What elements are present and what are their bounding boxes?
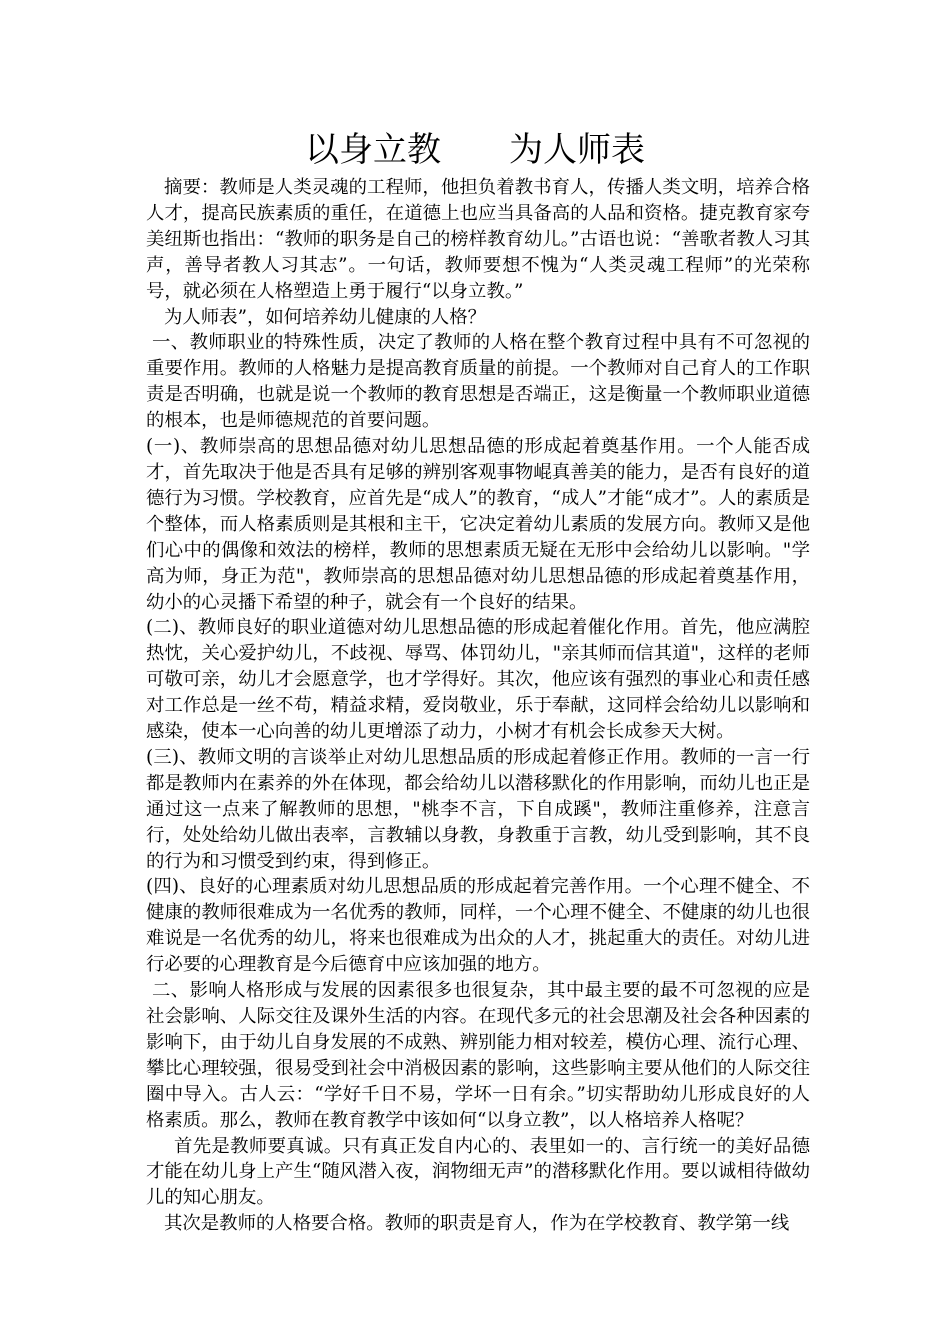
document-title: 以身立教 为人师表 xyxy=(305,130,645,170)
paragraph: (四)、良好的心理素质对幼儿思想品质的形成起着完善作用。一个心理不健全、不健康的教师很难成为一名优秀的教师，同样，一个心理不健全、不健康的幼儿也很难说是一名优秀的幼儿，将来也很难成为出众的人才，挑起重大的责任。对幼儿进行必要的心理教育是今后德育中应该加强的地方。 xyxy=(146,876,810,976)
paragraph: 其次是教师的人格要合格。教师的职责是育人，作为在学校教育、教学第一线 xyxy=(164,1213,790,1235)
document-body xyxy=(146,175,810,1237)
paragraph: (三)、教师文明的言谈举止对幼儿思想品质的形成起着修正作用。教师的一言一行都是教师内在素养的外在体现，都会给幼儿以潜移默化的作用影响，而幼儿也正是通过这一点来了解教师的思想，"桃李不言，下自成蹊"，教师注重修养，注意言行，处处给幼儿做出表率，言教辅以身教，身教重于言教，幼儿受到影响，其不良的行为和习惯受到约束，得到修正。 xyxy=(146,746,810,872)
paragraph: 一、教师职业的特殊性质，决定了教师的人格在整个教育过程中具有不可忽视的重要作用。教师的人格魅力是提高教育质量的前提。一个教师对自己育人的工作职责是否明确，也就是说一个教师的教育思想是否端正，这是衡量一个教师职业道德的根本，也是师德规范的首要问题。 xyxy=(146,332,810,432)
paragraph: 二、影响人格形成与发展的因素很多也很复杂，其中最主要的最不可忽视的应是社会影响、人际交往及课外生活的内容。在现代多元的社会思潮及社会各种因素的影响下，由于幼儿自身发展的不成熟、辨别能力相对较差，模仿心理、流行心理、攀比心理较强，很易受到社会中消极因素的影响，这些影响主要从他们的人际交往圈中导入。古人云：“学好千日不易，学坏一日有余。”切实帮助幼儿形成良好的人格素质。那么，教师在教育教学中该如何“以身立教”，以人格培养人格呢？ xyxy=(146,980,810,1131)
paragraph: (一)、教师崇高的思想品德对幼儿思想品德的形成起着奠基作用。一个人能否成才，首先取决于他是否具有足够的辨别客观事物崐真善美的能力，是否有良好的道德行为习惯。学校教育，应首先是“成人”的教育，“成人”才能“成才”。人的素质是个整体，而人格素质则是其根和主干，它决定着幼儿素质的发展方向。教师又是他们心中的偶像和效法的榜样，教师的思想素质无疑在无形中会给幼儿以影响。"学高为师，身正为范"，教师崇高的思想品德对幼儿思想品德的形成起着奠基作用，幼小的心灵播下希望的种子，就会有一个良好的结果。 xyxy=(146,436,810,613)
paragraph: (二)、教师良好的职业道德对幼儿思想品德的形成起着催化作用。首先，他应满腔热忱，关心爱护幼儿，不歧视、辱骂、体罚幼儿，"亲其师而信其道"，这样的老师可敬可亲，幼儿才会愿意学，也才学得好。其次，他应该有强烈的事业心和责任感对工作总是一丝不苟，精益求精，爱岗敬业，乐于奉献，这同样会给幼儿以影响和感染，使本一心向善的幼儿更增添了动力，小树才有机会长成参天大树。 xyxy=(146,617,810,743)
paragraph: 摘要：教师是人类灵魂的工程师，他担负着教书育人，传播人类文明，培养合格人才，提高民族素质的重任，在道德上也应当具备高的人品和资格。捷克教育家夸美纽斯也指出：“教师的职务是自己的榜样教育幼儿。”古语也说：“善歌者教人习其声，善导者教人习其志”。一句话，教师要想不愧为“人类灵魂工程师”的光荣称号，就必须在人格塑造上勇于履行“以身立教。” xyxy=(146,177,810,302)
paragraph: 首先是教师要真诚。只有真正发自内心的、表里如一的、言行统一的美好品德才能在幼儿身上产生“随风潜入夜，润物细无声”的潜移默化作用。要以诚相待做幼儿的知心朋友。 xyxy=(146,1135,810,1209)
paragraph: 为人师表”，如何培养幼儿健康的人格？ xyxy=(164,306,487,328)
